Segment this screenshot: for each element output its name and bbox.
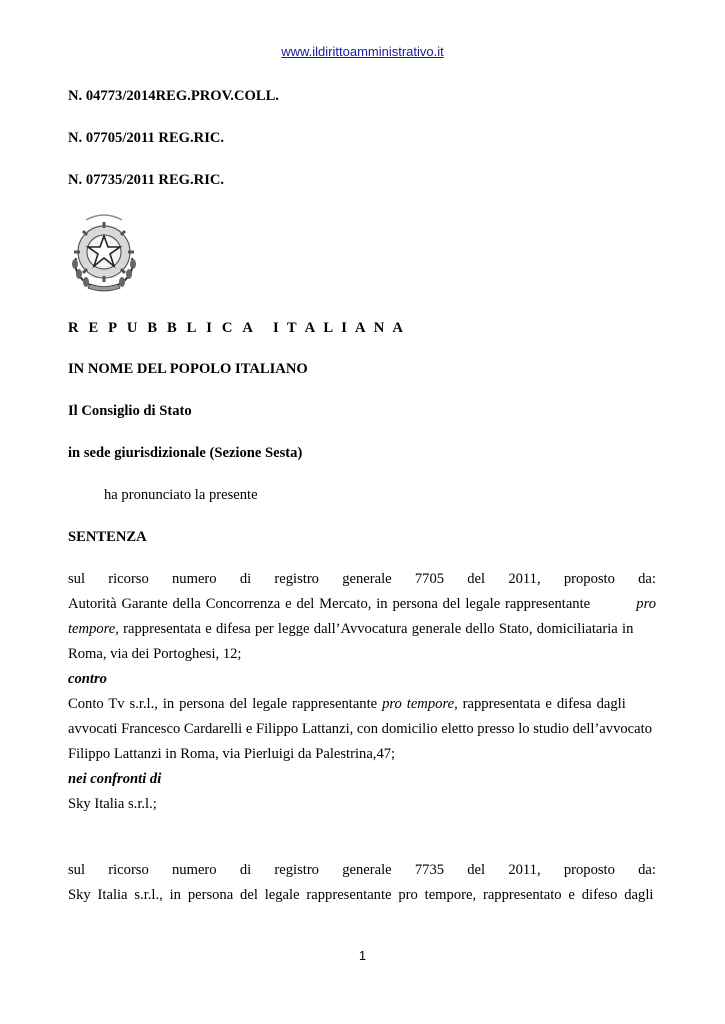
confronti-label: nei confronti di: [68, 771, 162, 787]
letter: I: [206, 320, 212, 336]
case-number-ric-1: N. 07705/2011 REG.RIC.: [68, 130, 225, 146]
court-section: in sede giurisdizionale (Sezione Sesta): [68, 445, 303, 461]
word: generale: [342, 862, 392, 878]
republic-word-2: [273, 320, 403, 337]
italian-republic-emblem-icon: [66, 208, 142, 292]
in-nome-heading: IN NOME DEL POPOLO ITALIANO: [68, 361, 308, 377]
text: , rappresentata e difesa per legge dall’Avvocatura generale dello Stato, domiciliataria in: [115, 621, 634, 637]
text: tempore: [68, 621, 116, 637]
letter: T: [286, 320, 297, 336]
republic-title: [68, 320, 403, 337]
text: pro: [636, 596, 656, 612]
court-name: Il Consiglio di Stato: [68, 403, 192, 419]
contro-line3: Filippo Lattanzi in Roma, via Pierluigi da Palestrina,47;: [68, 746, 396, 762]
word: 7705: [414, 571, 445, 587]
word: 2011,: [508, 862, 541, 878]
letter: A: [304, 320, 316, 336]
sentenza-heading: SENTENZA: [68, 529, 147, 545]
word: proposto: [563, 862, 615, 878]
ricorso2-line1: [68, 862, 656, 879]
contro-line1: [68, 696, 626, 713]
text: Conto Tv s.r.l., in persona del legale rappresentante: [68, 696, 378, 712]
word: proposto: [563, 571, 615, 587]
letter: A: [355, 320, 366, 336]
letter: B: [147, 320, 158, 336]
page-number: 1: [358, 948, 367, 963]
letter: R: [68, 320, 79, 336]
ricorso1-line3: [68, 621, 633, 638]
ricorso2-line2: Sky Italia s.r.l., in persona del legale rappresentante pro tempore, rappresentato e difeso dagli: [68, 887, 654, 903]
case-number-ric-2: N. 07735/2011 REG.RIC.: [68, 172, 225, 188]
word: registro: [274, 862, 319, 878]
word: sul: [68, 571, 86, 587]
letter: B: [167, 320, 177, 336]
word: numero: [172, 862, 217, 878]
word: da:: [638, 862, 656, 878]
letter: U: [126, 320, 138, 336]
word: 2011,: [508, 571, 541, 587]
republic-word-1: [68, 320, 253, 337]
letter: C: [221, 320, 233, 336]
letter: I: [273, 320, 279, 336]
site-link[interactable]: www.ildirittoamministrativo.it: [281, 44, 444, 59]
word: ricorso: [108, 862, 149, 878]
word: registro: [274, 571, 319, 587]
text: Autorità Garante della Concorrenza e del Mercato, in persona del legale rappresentante: [68, 596, 591, 612]
letter: A: [242, 320, 253, 336]
contro-line2: avvocati Francesco Cardarelli e Filippo Lattanzi, con domicilio eletto presso lo studio dell’avvocato: [68, 721, 652, 737]
letter: E: [88, 320, 99, 336]
letter: L: [186, 320, 197, 336]
ricorso1-line1: [68, 571, 656, 588]
ricorso1-line2: [68, 596, 656, 613]
case-number-prov: N. 04773/2014REG.PROV.COLL.: [68, 88, 279, 104]
text: pro tempore: [382, 696, 455, 712]
word: sul: [68, 862, 86, 878]
word: di: [239, 571, 252, 587]
word: da:: [638, 571, 656, 587]
word: di: [239, 862, 252, 878]
ricorso1-line4: Roma, via dei Portoghesi, 12;: [68, 646, 242, 662]
letter: P: [108, 320, 118, 336]
letter: A: [392, 320, 403, 336]
contro-label: contro: [68, 671, 107, 687]
letter: N: [373, 320, 385, 336]
letter: I: [341, 320, 347, 336]
word: ricorso: [108, 571, 149, 587]
word: numero: [172, 571, 217, 587]
word: generale: [342, 571, 392, 587]
word: 7735: [414, 862, 445, 878]
confronti-party: Sky Italia s.r.l.;: [68, 796, 157, 812]
pronounced-text: ha pronunciato la presente: [104, 487, 258, 503]
text: , rappresentata e difesa dagli: [454, 696, 626, 712]
word: del: [467, 571, 486, 587]
letter: L: [323, 320, 334, 336]
word: del: [467, 862, 486, 878]
